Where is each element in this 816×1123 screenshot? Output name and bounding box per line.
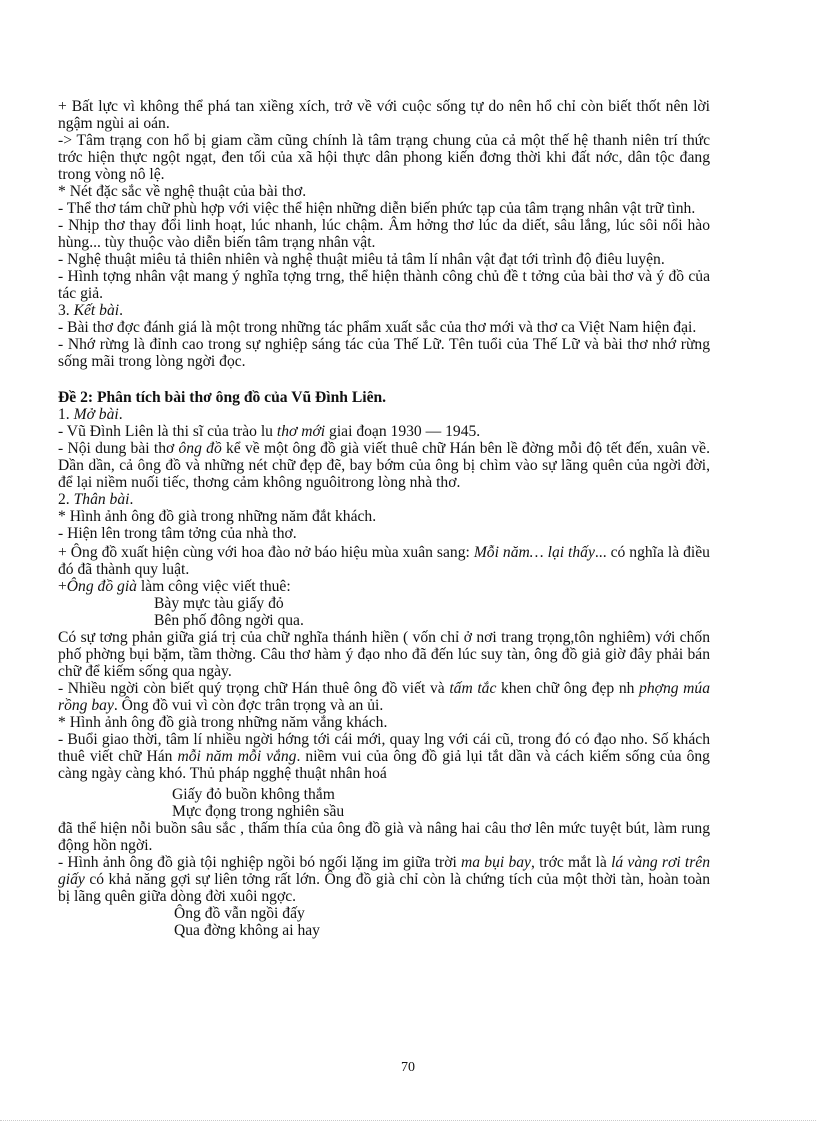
poem-line: Ông đồ vẫn ngồi đấy [174, 905, 305, 922]
italic-run: ông đồ [178, 440, 222, 457]
paragraph: * Nét đặc sắc về nghệ thuật của bài thơ. [58, 183, 307, 200]
italic-run: Ông đồ già [66, 578, 137, 595]
poem-line: Giấy đỏ buồn không thắm [172, 786, 335, 803]
section-heading-ket-bai [58, 302, 710, 319]
text-run: + [58, 578, 67, 595]
paragraph: - Nhớ rừng là đỉnh cao trong sự nghiệp sáng tác của Thế Lữ. Tên tuổi của Thế Lữ và bài thơ nhớ rừng sống mãi trong lòng ngời đọc. [58, 336, 710, 370]
text-run: - Nội dung bài thơ [58, 440, 179, 457]
poem-line: Qua đờng không ai hay [174, 922, 320, 939]
paragraph: - Nhịp thơ thay đổi linh hoạt, lúc nhanh, lúc chậm. Âm hởng thơ lúc da diết, sâu lắng, lúc sôi nổi hào hùng... tùy thuộc vào diễn biến tâm trạng nhân vật. [58, 217, 710, 251]
text-run: kể về một ông đồ già viết thuê chữ Hán bên lề đờng mỗi độ tết đến, xuân về. Dần dần, cả ông đồ và những nét chữ đẹp đẽ, bay bớm của ông bị chìm vào sự lãng quên của ngời đời, để lại niềm nuối tiếc, thơng cảm không nguôitrong lòng nhà thơ. [58, 440, 710, 491]
italic-run: ma bụi bay [461, 854, 531, 871]
text-run: - Hình ảnh ông đồ già tội nghiệp ngồi bó ngối lặng im giữa trời [58, 854, 462, 871]
text-run: - Buổi giao thời, tâm lí nhiều ngời hớng tới cái mới, quay lng với cái cũ, trong đó có đạo nho. Số khách thuê viết chữ Hán [58, 731, 710, 765]
essay-title: Đề 2: Phân tích bài thơ ông đồ của Vũ Đình Liên. [58, 389, 387, 406]
section-title: Thân bài [73, 491, 130, 508]
paragraph [58, 731, 710, 782]
paragraph [58, 578, 710, 595]
paragraph: - Thể thơ tám chữ phù hợp với việc thể hiện những diễn biến phức tạp của tâm trạng nhân vật trữ tình. [58, 200, 696, 217]
paragraph: - Hình tợng nhân vật mang ý nghĩa tợng trng, thể hiện thành công chủ đề t tởng của bài thơ và ý đồ của tác giả. [58, 268, 710, 302]
text-run: . niềm vui của ông đồ giả lụi tắt dần và cách kiếm sống của ông càng ngày càng khó. Thủ pháp ngghệ thuật nhân hoá [58, 748, 710, 782]
paragraph [58, 854, 710, 905]
paragraph: + Bất lực vì không thể phá tan xiềng xích, trở về với cuộc sống tự do nên hổ chỉ còn biết thốt nên lời ngậm ngùi ai oán. [58, 98, 710, 132]
text-run: ... có nghĩa là điều đó đã thành quy luật. [58, 544, 710, 578]
page-number: 70 [401, 1060, 415, 1075]
section-number: 3. [58, 302, 74, 319]
paragraph: * Hình ảnh ông đồ già trong những năm vắng khách. [58, 714, 388, 731]
section-title: Kết bài [73, 302, 120, 319]
section-number: 1. [58, 406, 74, 423]
italic-run: phợng múa rồng bay [58, 680, 711, 714]
spacer [58, 370, 710, 389]
poem-line: Bên phố đông ngời qua. [154, 612, 304, 629]
text-run: . Ông đồ vui vì còn đợc trân trọng và an ủi. [113, 697, 384, 714]
italic-run: tấm tắc [449, 680, 497, 697]
paragraph: - Hiện lên trong tâm tởng của nhà thơ. [58, 525, 297, 542]
text-run: - Vũ Đình Liên là thi sĩ của trào lu [58, 423, 277, 440]
text-run: giai đoạn 1930 — 1945. [325, 423, 481, 440]
italic-run: mỗi năm mỗi vắng [177, 748, 297, 765]
paragraph: Có sự tơng phản giữa giá trị của chữ nghĩa thánh hiền ( vốn chỉ ở nơi trang trọng,tôn nghiêm) với chốn phố phờng bụi bặm, tầm thờng. Câu thơ hàm ý đạo nho đã đến lúc suy tàn, ông đồ giả giờ đây phải bán chữ để kiếm sống qua ngày. [58, 629, 710, 680]
paragraph: -> Tâm trạng con hổ bị giam cầm cũng chính là tâm trạng chung của cả một thế hệ thanh niên trí thức trớc hiện thực ngột ngạt, đen tối của xã hội thực dân phong kiến đơng thời khi đất nớc, dân tộc đang trong vòng nô lệ. [58, 132, 710, 183]
italic-run: Mỗi năm… lại thấy [473, 544, 595, 561]
paragraph [58, 440, 710, 491]
text-run: làm công việc viết thuê: [136, 578, 291, 595]
text-run: có khả năng gợi sự liên tởng rất lớn. Ông đồ già chỉ còn là chứng tích của một thời tàn, hoàn toàn bị lãng quên giữa dòng đời xuôi ngợc. [58, 871, 710, 905]
text-run: , trớc mắt là [530, 854, 612, 871]
page-bottom-divider [0, 1120, 816, 1121]
text-run: + Ông đồ xuất hiện cùng với hoa đào nở báo hiệu mùa xuân sang: [58, 544, 474, 561]
paragraph: - Bài thơ đợc đánh giá là một trong những tác phẩm xuất sắc của thơ mới và thơ ca Việt Nam hiện đại. [58, 319, 697, 336]
paragraph [58, 423, 710, 440]
paragraph [58, 544, 710, 578]
section-heading-mo-bai [58, 406, 710, 423]
section-title: Mở bài [73, 406, 119, 423]
punct: . [129, 491, 134, 508]
paragraph: * Hình ảnh ông đồ già trong những năm đắt khách. [58, 508, 377, 525]
punct: . [119, 302, 123, 319]
italic-run: thơ mới [276, 423, 326, 440]
punct: . [118, 406, 123, 423]
text-run: khen chữ ông đẹp nh [496, 680, 640, 697]
paragraph: - Nghệ thuật miêu tả thiên nhiên và nghệ thuật miêu tả tâm lí nhân vật đạt tới trình độ điêu luyện. [58, 251, 665, 268]
paragraph: đã thể hiện nỗi buồn sâu sắc , thấm thía của ông đồ già và nâng hai câu thơ lên mức tuyệt bút, làm rung động hồn ngời. [58, 820, 710, 854]
italic-run: lá vàng rơi trên giấy [58, 854, 710, 888]
section-number: 2. [58, 491, 74, 508]
text-run: - Nhiều ngời còn biết quý trọng chữ Hán thuê ông đồ viết và [58, 680, 450, 697]
poem-line: Mực đọng trong nghiên sầu [172, 803, 345, 820]
paragraph [58, 680, 710, 714]
poem-line: Bày mực tàu giấy đỏ [154, 595, 284, 612]
section-heading-than-bai [58, 491, 710, 508]
document-body [58, 98, 710, 939]
